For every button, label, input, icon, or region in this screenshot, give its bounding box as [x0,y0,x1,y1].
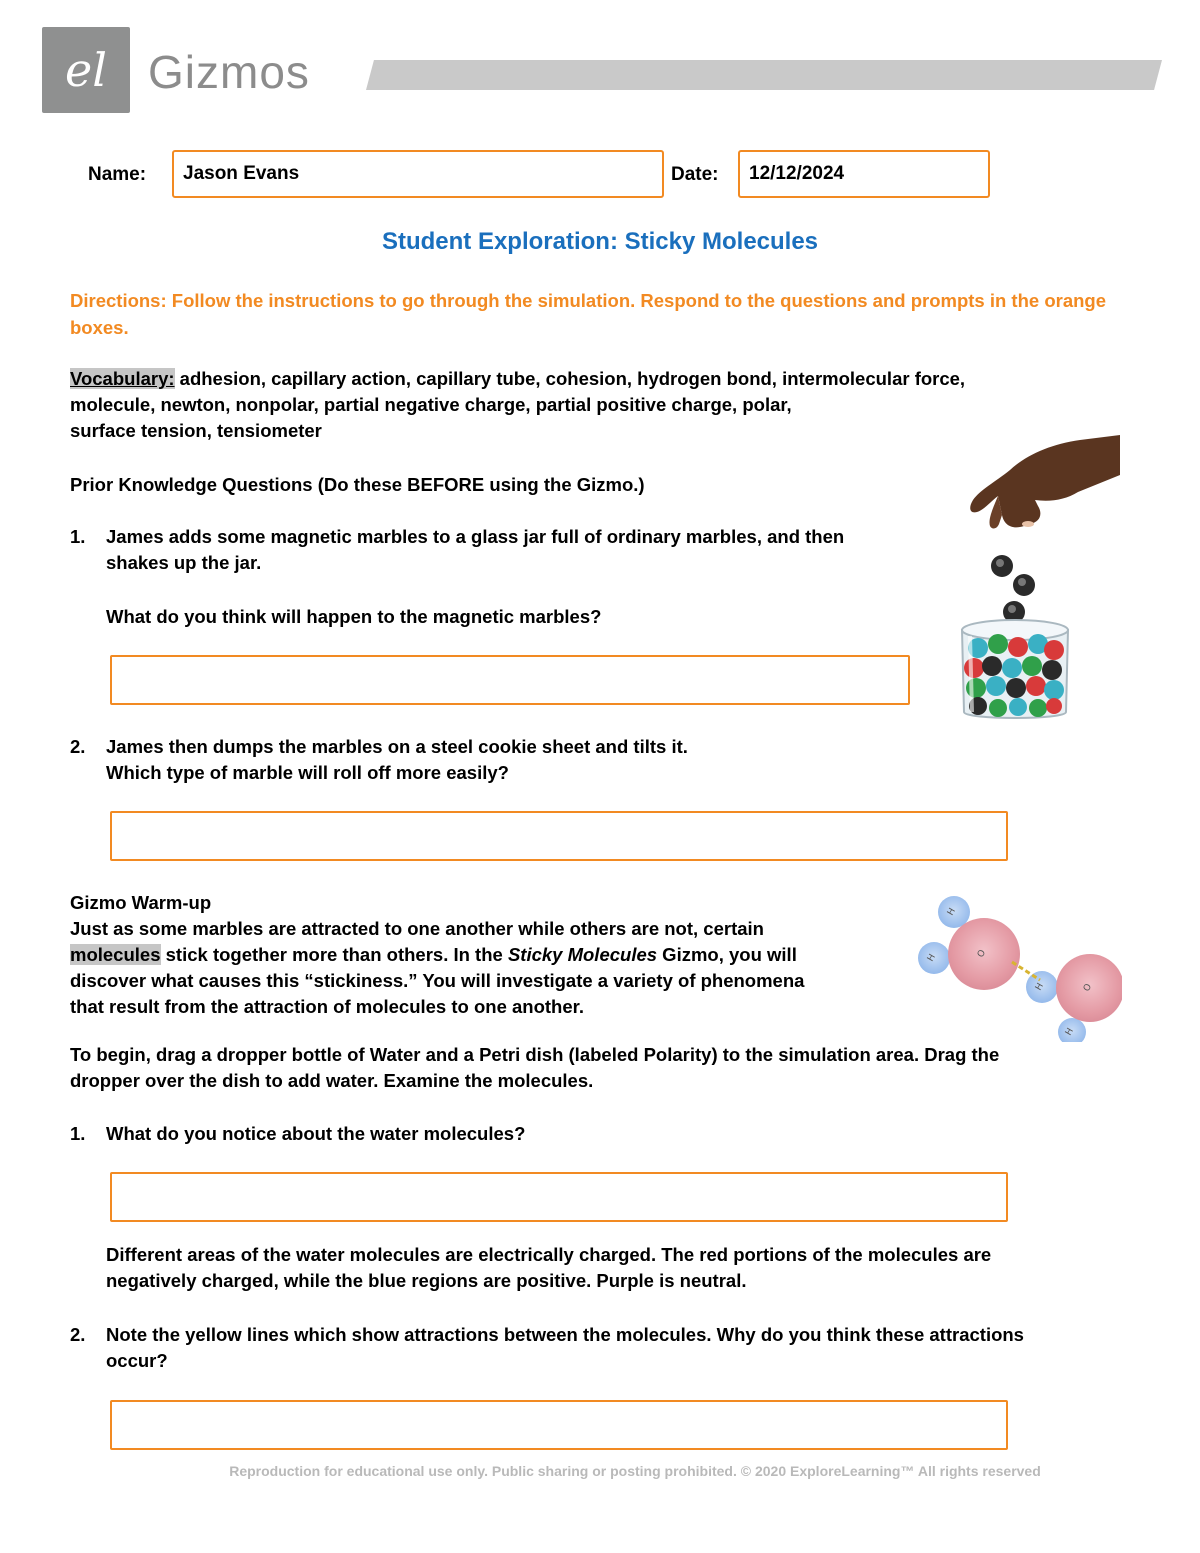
vocabulary-label: Vocabulary: [70,368,175,389]
answer-box-prior-1[interactable] [110,655,910,705]
question-number: 1. [70,526,86,547]
warmup-section [70,890,890,1020]
vocabulary-line-3: surface tension, tensiometer [70,420,322,441]
brand-title: Gizmos [148,46,310,98]
charge-explanation-line-1: Different areas of the water molecules are electrically charged. The red portions of the molecules are [106,1244,992,1265]
warmup-question-2-line-2: occur? [106,1350,168,1371]
charge-explanation [106,1242,1146,1294]
question-number: 1. [70,1123,86,1144]
question-number: 2. [70,736,86,757]
svg-text:H: H [1063,1026,1076,1038]
question-number: 2. [70,1324,86,1345]
warmup-line-4: that result from the attraction of molecules to one another. [70,996,584,1017]
instruction-part-c: ) to the simulation area. Drag the [711,1044,1000,1065]
instruction-part-b: and a Petri dish (labeled [420,1044,644,1065]
header-bar [366,60,1162,90]
warmup-instruction-line-1 [70,1042,1130,1068]
warmup-question-2-line-1: Note the yellow lines which show attractions between the molecules. Why do you think these attractions [106,1324,1024,1345]
question-2-line-2: Which type of marble will roll off more easily? [106,762,509,783]
svg-text:O: O [975,948,989,960]
marble-jar-illustration [940,430,1130,730]
warmup-line-3: discover what causes this “stickiness.” You will investigate a variety of phenomena [70,970,805,991]
vocabulary-line-1: adhesion, capillary action, capillary tube, cohesion, hydrogen bond, intermolecular force, [174,368,966,389]
warmup-question-1-text: What do you notice about the water molecules? [106,1123,526,1144]
answer-box-prior-2[interactable] [110,811,1008,861]
prior-question-1 [70,524,930,584]
svg-text:O: O [1081,982,1095,994]
polarity-term: Polarity [643,1044,712,1065]
date-value: 12/12/2024 [749,163,845,184]
svg-text:H: H [945,906,958,918]
name-label: Name: [88,164,147,185]
date-field[interactable] [738,150,990,198]
question-1-line-1: James adds some magnetic marbles to a glass jar full of ordinary marbles, and then [106,526,845,547]
warmup-heading: Gizmo Warm-up [70,892,212,913]
warmup-question-2 [70,1322,1150,1382]
answer-box-warmup-1[interactable] [110,1172,1008,1222]
warmup-line-2-part-b: Gizmo, you will [657,944,797,965]
date-label: Date: [671,164,719,185]
explorelearning-logo-icon: el [65,43,107,97]
warmup-line-2 [70,942,890,968]
prior-knowledge-note: (Do these BEFORE using the Gizmo.) [312,474,645,495]
warmup-instructions [70,1042,1130,1094]
vocabulary-line-2: molecule, newton, nonpolar, partial negative charge, partial positive charge, polar, [70,394,792,415]
footer-copyright: Reproduction for educational use only. Public sharing or posting prohibited. © 2020 ExploreLearning™ All rights reserved [229,1463,1041,1479]
page-title: Student Exploration: Sticky Molecules [381,228,819,255]
warmup-line-2-part-a: stick together more than others. In the [160,944,508,965]
charge-explanation-line-2: negatively charged, while the blue regions are positive. Purple is neutral. [106,1270,747,1291]
water-term: Water [369,1044,421,1065]
prior-question-2 [70,734,930,794]
question-1-line-2: shakes up the jar. [106,552,262,573]
warmup-question-1 [70,1121,1130,1151]
svg-text:H: H [925,952,938,964]
warmup-instruction-line-2: dropper over the dish to add water. Examine the molecules. [70,1070,594,1091]
warmup-line-1: Just as some marbles are attracted to one another while others are not, certain [70,918,764,939]
gizmo-name: Sticky Molecules [507,944,658,965]
prior-knowledge-heading [70,472,645,498]
instruction-part-a: To begin, drag a dropper bottle of [70,1044,370,1065]
svg-text:H: H [1033,981,1046,993]
water-molecules-illustration [912,892,1122,1042]
name-value: Jason Evans [183,163,300,184]
directions-text: Directions: Follow the instructions to go through the simulation. Respond to the questions and prompts in the orange boxes. [70,290,1106,338]
molecules-term: molecules [70,944,161,965]
prior-knowledge-title: Prior Knowledge Questions [70,474,313,495]
prior-question-1-prompt: What do you think will happen to the magnetic marbles? [106,606,602,627]
name-field[interactable] [172,150,664,198]
question-2-line-1: James then dumps the marbles on a steel cookie sheet and tilts it. [106,736,688,757]
answer-box-warmup-2[interactable] [110,1400,1008,1450]
